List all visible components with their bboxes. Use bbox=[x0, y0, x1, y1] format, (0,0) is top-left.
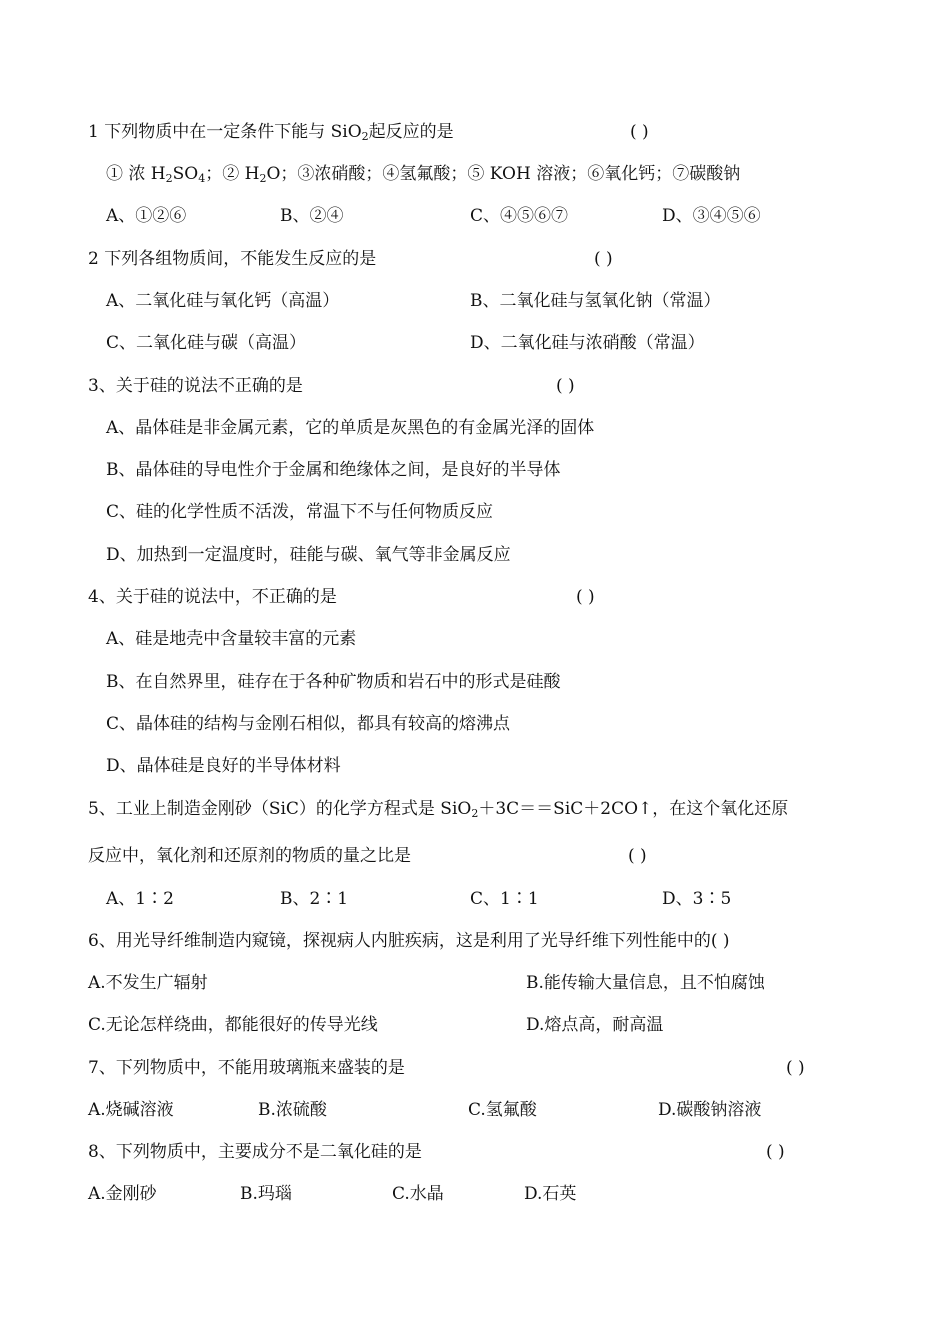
q4-answer-bracket: ( ) bbox=[576, 587, 595, 607]
q5-option-b: B、2∶1 bbox=[280, 889, 349, 909]
q1-stem-text: 1 下列物质中在一定条件下能与 SiO bbox=[88, 122, 362, 142]
q5-option-d: D、3∶5 bbox=[662, 889, 732, 909]
q1-items-sub2: 4 bbox=[198, 172, 206, 185]
q4-stem: 4、关于硅的说法中，不正确的是 bbox=[88, 587, 337, 607]
q2-option-c: C、二氧化硅与碳（高温） bbox=[106, 333, 307, 353]
q1-items bbox=[106, 162, 740, 191]
q7-option-d: D.碳酸钠溶液 bbox=[658, 1100, 762, 1120]
q1-items-c: ；② H bbox=[205, 164, 260, 184]
q5-stem-line2: 反应中，氧化剂和还原剂的物质的量之比是 bbox=[88, 846, 411, 866]
q5-stem-text-b: ＋3C＝＝SiC＋2CO↑，在这个氧化还原 bbox=[478, 799, 789, 819]
q1-items-d: O；③浓硝酸；④氢氟酸；⑤ KOH 溶液；⑥氧化钙；⑦碳酸钠 bbox=[266, 164, 741, 184]
q4-option-c: C、晶体硅的结构与金刚石相似，都具有较高的熔沸点 bbox=[106, 714, 511, 734]
q2-answer-bracket: ( ) bbox=[594, 249, 613, 269]
q8-answer-bracket: ( ) bbox=[766, 1142, 785, 1162]
q4-option-b: B、在自然界里，硅存在于各种矿物质和岩石中的形式是硅酸 bbox=[106, 672, 561, 692]
q5-stem-text: 5、工业上制造金刚砂（SiC）的化学方程式是 SiO bbox=[88, 799, 472, 819]
q1-option-b: B、②④ bbox=[280, 206, 344, 226]
q8-option-d: D.石英 bbox=[524, 1184, 577, 1204]
q1-answer-bracket: ( ) bbox=[630, 122, 649, 142]
q1-stem bbox=[88, 120, 454, 149]
q1-stem-text-b: 起反应的是 bbox=[368, 122, 454, 142]
q5-option-c: C、1∶1 bbox=[470, 889, 539, 909]
q1-stem-sub: 2 bbox=[361, 130, 369, 143]
q5-stem bbox=[88, 797, 788, 826]
q6-option-a: A.不发生广辐射 bbox=[88, 973, 208, 993]
q5-stem-sub: 2 bbox=[471, 807, 479, 820]
q1-option-c: C、④⑤⑥⑦ bbox=[470, 206, 569, 226]
q7-option-a: A.烧碱溶液 bbox=[88, 1100, 174, 1120]
q4-option-d: D、晶体硅是良好的半导体材料 bbox=[106, 756, 341, 776]
q3-option-b: B、晶体硅的导电性介于金属和绝缘体之间，是良好的半导体 bbox=[106, 460, 561, 480]
q1-option-a: A、①②⑥ bbox=[106, 206, 187, 226]
q6-option-b: B.能传输大量信息，且不怕腐蚀 bbox=[526, 973, 765, 993]
q3-option-a: A、晶体硅是非金属元素，它的单质是灰黑色的有金属光泽的固体 bbox=[106, 418, 595, 438]
q7-stem: 7、下列物质中，不能用玻璃瓶来盛装的是 bbox=[88, 1058, 405, 1078]
q8-stem: 8、下列物质中，主要成分不是二氧化硅的是 bbox=[88, 1142, 422, 1162]
q7-option-c: C.氢氟酸 bbox=[468, 1100, 537, 1120]
q1-option-d: D、③④⑤⑥ bbox=[662, 206, 761, 226]
q3-answer-bracket: ( ) bbox=[556, 376, 575, 396]
q8-option-a: A.金刚砂 bbox=[88, 1184, 157, 1204]
q2-option-a: A、二氧化硅与氧化钙（高温） bbox=[106, 291, 340, 311]
q3-option-d: D、加热到一定温度时，硅能与碳、氧气等非金属反应 bbox=[106, 545, 511, 565]
q7-option-b: B.浓硫酸 bbox=[258, 1100, 327, 1120]
q1-items-b: SO bbox=[172, 164, 199, 184]
q6-stem: 6、用光导纤维制造内窥镜，探视病人内脏疾病，这是利用了光导纤维下列性能中的( ) bbox=[88, 931, 730, 951]
q2-option-b: B、二氧化硅与氢氧化钠（常温） bbox=[470, 291, 721, 311]
q3-option-c: C、硅的化学性质不活泼，常温下不与任何物质反应 bbox=[106, 502, 494, 522]
q1-items-a: ① 浓 H bbox=[106, 164, 166, 184]
q2-option-d: D、二氧化硅与浓硝酸（常温） bbox=[470, 333, 705, 353]
q8-option-b: B.玛瑙 bbox=[240, 1184, 292, 1204]
q4-option-a: A、硅是地壳中含量较丰富的元素 bbox=[106, 629, 357, 649]
q6-option-d: D.熔点高，耐高温 bbox=[526, 1015, 664, 1035]
q5-option-a: A、1∶2 bbox=[106, 889, 174, 909]
q1-items-sub3: 2 bbox=[259, 172, 267, 185]
q2-stem: 2 下列各组物质间，不能发生反应的是 bbox=[88, 249, 377, 269]
q6-option-c: C.无论怎样绕曲，都能很好的传导光线 bbox=[88, 1015, 378, 1035]
q8-option-c: C.水晶 bbox=[392, 1184, 444, 1204]
q3-stem: 3、关于硅的说法不正确的是 bbox=[88, 376, 303, 396]
q7-answer-bracket: ( ) bbox=[786, 1058, 805, 1078]
q5-answer-bracket: ( ) bbox=[628, 846, 647, 866]
q1-items-sub1: 2 bbox=[165, 172, 173, 185]
